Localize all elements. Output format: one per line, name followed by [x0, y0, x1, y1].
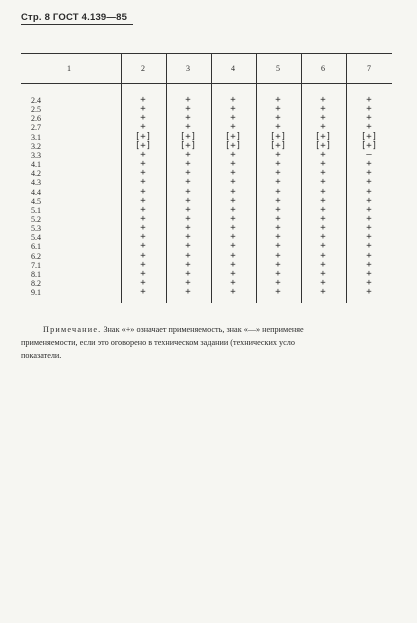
section-number: 4.1 — [31, 160, 41, 170]
applicability-mark: + — [230, 195, 236, 206]
table-row — [21, 252, 392, 261]
applicability-mark: + — [275, 113, 281, 124]
applicability-mark: + — [366, 186, 372, 197]
applicability-mark: + — [140, 268, 146, 279]
applicability-mark: + — [320, 104, 326, 115]
applicability-mark: + — [320, 287, 326, 298]
applicability-mark: + — [320, 113, 326, 124]
applicability-mark: [+] — [134, 140, 152, 151]
note — [21, 323, 395, 362]
applicability-mark: + — [320, 250, 326, 261]
applicability-mark: + — [275, 204, 281, 215]
applicability-mark: + — [140, 204, 146, 215]
table-row — [21, 279, 392, 288]
applicability-mark: + — [140, 122, 146, 133]
applicability-mark: + — [140, 223, 146, 234]
applicability-mark: + — [320, 195, 326, 206]
applicability-mark: + — [366, 204, 372, 215]
section-number: 9.1 — [31, 288, 41, 298]
applicability-mark: + — [275, 159, 281, 170]
section-number: 2.6 — [31, 114, 41, 124]
applicability-mark: + — [185, 223, 191, 234]
applicability-mark: + — [230, 278, 236, 288]
note-text-1: Знак «+» означает применяемость, знак «—» неприменяе — [103, 325, 304, 334]
applicability-mark: + — [320, 159, 326, 170]
applicability-mark: + — [366, 104, 372, 115]
applicability-mark: + — [275, 104, 281, 115]
column-header-1: 1 — [67, 64, 71, 73]
applicability-mark: + — [275, 168, 281, 179]
applicability-mark: + — [230, 241, 236, 252]
table-row — [21, 123, 392, 132]
header-rule — [21, 24, 133, 25]
applicability-mark: + — [140, 232, 146, 243]
table-row — [21, 178, 392, 187]
column-header-4: 4 — [231, 64, 235, 73]
applicability-mark: + — [275, 95, 281, 105]
applicability-mark: + — [275, 259, 281, 270]
applicability-mark: + — [275, 223, 281, 234]
applicability-mark: + — [185, 149, 191, 160]
applicability-mark: + — [140, 241, 146, 252]
applicability-mark: + — [366, 259, 372, 270]
applicability-mark: + — [275, 250, 281, 261]
applicability-mark: [+] — [314, 140, 332, 151]
applicability-mark: + — [185, 259, 191, 270]
applicability-mark: + — [230, 204, 236, 215]
applicability-mark: + — [140, 159, 146, 170]
applicability-mark: + — [140, 149, 146, 160]
applicability-mark: + — [275, 177, 281, 188]
applicability-mark: + — [230, 287, 236, 298]
applicability-mark: + — [185, 232, 191, 243]
applicability-mark: [+] — [179, 140, 197, 151]
section-number: 4.3 — [31, 178, 41, 188]
applicability-mark: + — [366, 122, 372, 133]
applicability-mark: + — [185, 122, 191, 133]
applicability-mark: + — [140, 259, 146, 270]
applicability-mark: + — [320, 241, 326, 252]
section-number: 2.7 — [31, 123, 41, 133]
applicability-mark: + — [140, 287, 146, 298]
applicability-mark: + — [320, 168, 326, 179]
applicability-mark: + — [366, 195, 372, 206]
table-row — [21, 215, 392, 224]
applicability-mark: + — [320, 259, 326, 270]
applicability-mark: + — [275, 195, 281, 206]
note-line-3: показатели. — [21, 351, 62, 360]
applicability-mark: + — [185, 104, 191, 115]
table-row — [21, 105, 392, 114]
table-row — [21, 133, 392, 142]
section-number: 8.2 — [31, 279, 41, 288]
applicability-mark: + — [185, 113, 191, 124]
table-row — [21, 151, 392, 160]
column-header-2: 2 — [141, 64, 145, 73]
table-row — [21, 233, 392, 242]
column-header-5: 5 — [276, 64, 280, 73]
applicability-mark: + — [230, 232, 236, 243]
applicability-mark: + — [230, 250, 236, 261]
applicability-mark: + — [230, 268, 236, 279]
applicability-mark: [+] — [314, 131, 332, 142]
applicability-mark: + — [185, 268, 191, 279]
applicability-mark: + — [230, 259, 236, 270]
applicability-mark: [+] — [224, 140, 242, 151]
applicability-mark: + — [320, 177, 326, 188]
applicability-mark: + — [185, 278, 191, 288]
applicability-mark: + — [140, 195, 146, 206]
applicability-mark: + — [275, 186, 281, 197]
section-number: 5.2 — [31, 214, 41, 224]
section-number: 2.4 — [31, 96, 41, 105]
applicability-mark: + — [185, 186, 191, 197]
applicability-mark: + — [275, 213, 281, 224]
column-header-7: 7 — [367, 64, 371, 73]
applicability-mark: + — [140, 250, 146, 261]
section-number: 6.1 — [31, 242, 41, 252]
applicability-mark: + — [366, 287, 372, 298]
note-line-1 — [21, 323, 395, 336]
table-row — [21, 169, 392, 178]
page-header: Стр. 8 ГОСТ 4.139—85 — [21, 12, 128, 23]
applicability-mark: + — [366, 177, 372, 188]
applicability-mark: + — [185, 287, 191, 298]
applicability-mark: + — [140, 177, 146, 188]
applicability-mark: + — [275, 268, 281, 279]
applicability-mark: + — [185, 95, 191, 105]
section-number: 5.3 — [31, 224, 41, 234]
applicability-mark: + — [320, 186, 326, 197]
applicability-mark: + — [185, 195, 191, 206]
applicability-mark: + — [185, 159, 191, 170]
section-number: 2.5 — [31, 105, 41, 115]
applicability-mark: + — [275, 122, 281, 133]
applicability-mark: + — [275, 287, 281, 298]
section-number: 6.2 — [31, 251, 41, 261]
applicability-mark: [+] — [134, 131, 152, 142]
applicability-mark: + — [320, 122, 326, 133]
applicability-mark: + — [320, 213, 326, 224]
applicability-mark: + — [230, 95, 236, 105]
applicability-mark: + — [366, 213, 372, 224]
table-row — [21, 270, 392, 279]
applicability-mark: + — [140, 213, 146, 224]
table-row — [21, 206, 392, 215]
applicability-mark: + — [366, 168, 372, 179]
applicability-mark: + — [230, 113, 236, 124]
applicability-mark: [+] — [269, 131, 287, 142]
table-row — [21, 288, 392, 297]
applicability-mark: + — [230, 186, 236, 197]
applicability-mark: — — [366, 149, 372, 160]
applicability-mark: + — [275, 149, 281, 160]
applicability-mark: + — [366, 232, 372, 243]
applicability-mark: + — [366, 268, 372, 279]
table-row — [21, 160, 392, 169]
applicability-mark: + — [140, 95, 146, 105]
table-row — [21, 188, 392, 197]
note-line-2: применяемости, если это оговорено в техническом задании (технических усло — [21, 338, 295, 347]
applicability-mark: + — [140, 104, 146, 115]
applicability-mark: + — [140, 113, 146, 124]
applicability-mark: + — [230, 177, 236, 188]
applicability-mark: + — [140, 168, 146, 179]
table-row — [21, 142, 392, 151]
applicability-mark: + — [140, 278, 146, 288]
applicability-mark: + — [366, 159, 372, 170]
section-number: 4.2 — [31, 169, 41, 179]
applicability-mark: + — [185, 241, 191, 252]
applicability-mark: + — [230, 168, 236, 179]
applicability-mark: + — [230, 104, 236, 115]
applicability-mark: + — [366, 113, 372, 124]
applicability-mark: + — [320, 268, 326, 279]
applicability-mark: + — [366, 241, 372, 252]
applicability-mark: + — [185, 177, 191, 188]
applicability-mark: + — [320, 223, 326, 234]
section-number: 3.2 — [31, 141, 41, 151]
applicability-mark: + — [366, 250, 372, 261]
table-row — [21, 197, 392, 206]
applicability-mark: + — [320, 204, 326, 215]
applicability-mark: + — [185, 204, 191, 215]
applicability-mark: + — [366, 95, 372, 105]
applicability-mark: + — [140, 186, 146, 197]
applicability-mark: [+] — [179, 131, 197, 142]
table-row — [21, 261, 392, 270]
section-number: 4.5 — [31, 196, 41, 206]
applicability-mark: + — [366, 278, 372, 288]
table-top-rule — [21, 53, 392, 54]
section-number: 3.3 — [31, 150, 41, 160]
section-number: 8.1 — [31, 269, 41, 279]
table-header-rule — [21, 83, 392, 84]
column-header-6: 6 — [321, 64, 325, 73]
section-number: 3.1 — [31, 132, 41, 142]
applicability-mark: [+] — [360, 131, 378, 142]
applicability-mark: + — [230, 223, 236, 234]
applicability-mark: + — [320, 278, 326, 288]
applicability-mark: + — [230, 149, 236, 160]
table-row — [21, 224, 392, 233]
applicability-mark: + — [275, 278, 281, 288]
table-row — [21, 242, 392, 251]
applicability-mark: + — [320, 95, 326, 105]
applicability-mark: + — [275, 241, 281, 252]
section-number: 4.4 — [31, 187, 41, 197]
applicability-mark: + — [230, 159, 236, 170]
applicability-mark: + — [185, 250, 191, 261]
section-number: 7.1 — [31, 260, 41, 270]
applicability-mark: [+] — [269, 140, 287, 151]
applicability-mark: + — [275, 232, 281, 243]
applicability-mark: + — [185, 168, 191, 179]
applicability-mark: + — [230, 213, 236, 224]
applicability-mark: [+] — [360, 140, 378, 151]
applicability-mark: [+] — [224, 131, 242, 142]
applicability-mark: + — [320, 232, 326, 243]
applicability-mark: + — [185, 213, 191, 224]
note-label: Примечание. — [43, 325, 102, 334]
applicability-mark: + — [230, 122, 236, 133]
table-row — [21, 114, 392, 123]
applicability-mark: + — [320, 149, 326, 160]
table-row — [21, 96, 392, 105]
section-number: 5.1 — [31, 205, 41, 215]
applicability-mark: + — [366, 223, 372, 234]
section-number: 5.4 — [31, 233, 41, 243]
column-header-3: 3 — [186, 64, 190, 73]
